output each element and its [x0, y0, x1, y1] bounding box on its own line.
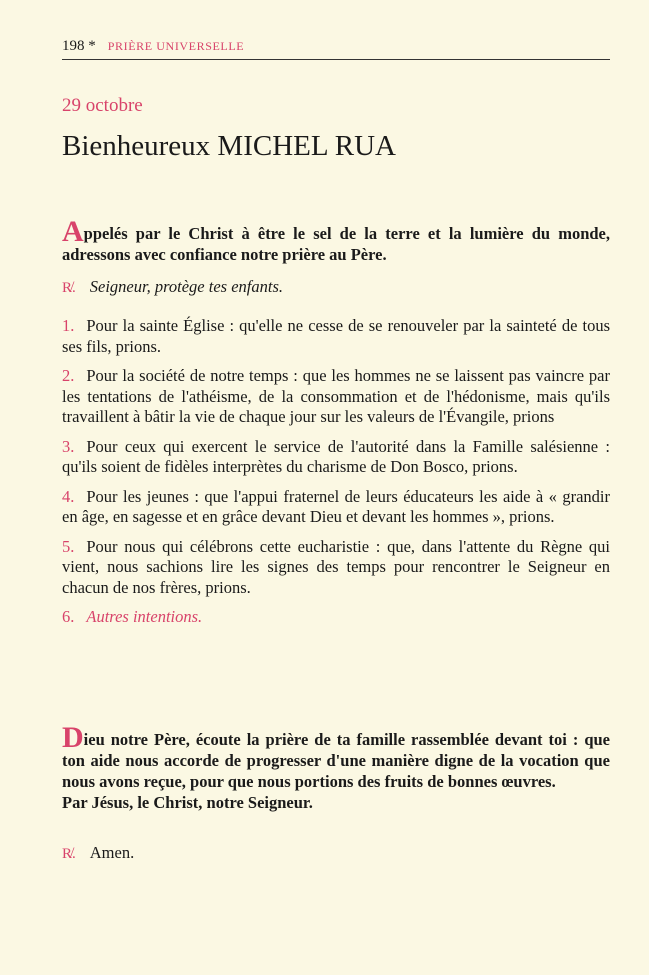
page-header [62, 37, 610, 55]
amen-line [62, 842, 134, 865]
page-number: 198 * [62, 38, 96, 54]
section-title: PRIÈRE UNIVERSELLE [107, 39, 245, 53]
feast-date: 29 octobre [62, 95, 143, 116]
intro-text: ppelés par le Christ à être le sel de la terre et la lumière du monde, adressons avec confiance notre prière au Père. [62, 224, 610, 264]
header-divider [62, 59, 610, 60]
intention-text: Pour ceux qui exercent le service de l'autorité dans la Famille salésienne : qu'ils soient de fidèles interprètes du charisme de Don Bosco, prions. [62, 436, 610, 476]
intro-drop-cap: A [62, 215, 84, 248]
intention-number: 3. [62, 436, 75, 456]
intention-item [62, 366, 610, 428]
conclusion-closing: Par Jésus, le Christ, notre Seigneur. [62, 793, 313, 812]
intention-number: 6. [62, 607, 75, 626]
response-symbol: R̸. [62, 280, 76, 296]
intention-number: 2. [62, 366, 75, 385]
saint-name: Bienheureux MICHEL RUA [62, 130, 396, 162]
intentions-list [62, 316, 610, 637]
conclusion-text: ieu notre Père, écoute la prière de ta famille rassemblée devant toi : que ton aide nous accorde de progresser d'une manière digne de la vocation que nous avons reçue, pour que nous portions des fruits de bonnes œuvres. [62, 730, 610, 791]
concluding-prayer [62, 721, 610, 813]
intention-number: 5. [62, 536, 75, 556]
amen-text: Amen. [89, 843, 135, 862]
response-line [62, 276, 283, 299]
intro-invitation [62, 215, 610, 265]
intention-number: 1. [62, 316, 75, 335]
intention-number: 4. [62, 486, 75, 506]
intention-text: Pour les jeunes : que l'appui fraternel de leurs éducateurs les aide à « grandir en âge, en sagesse et en grâce devant Dieu et devant les hommes », prions. [62, 486, 610, 526]
intention-item [62, 437, 610, 478]
intention-text: Pour la sainte Église : qu'elle ne cesse de se renouveler par la sainteté de tous ses fils, prions. [62, 316, 610, 356]
amen-symbol: R̸. [62, 846, 76, 862]
intention-item [62, 487, 610, 528]
intention-item [62, 316, 610, 357]
response-text: Seigneur, protège tes enfants. [89, 277, 283, 296]
intention-text: Autres intentions. [86, 607, 203, 626]
intention-text: Pour la société de notre temps : que les hommes ne se laissent pas vaincre par les tentations de l'athéisme, de la consommation et de l'hédonisme, mais qu'ils travaillent à bâtir la vie de chaque jour sur les valeurs de l'Évangile, prions [62, 366, 610, 426]
intention-item [62, 537, 610, 599]
intention-text: Pour nous qui célébrons cette eucharistie : que, dans l'attente du Règne qui vient, nous sachions lire les signes des temps pour rencontrer le Seigneur en chacun de nos frères, prions. [62, 536, 610, 597]
intention-item-other [62, 607, 610, 628]
conclusion-drop-cap: D [62, 721, 84, 754]
